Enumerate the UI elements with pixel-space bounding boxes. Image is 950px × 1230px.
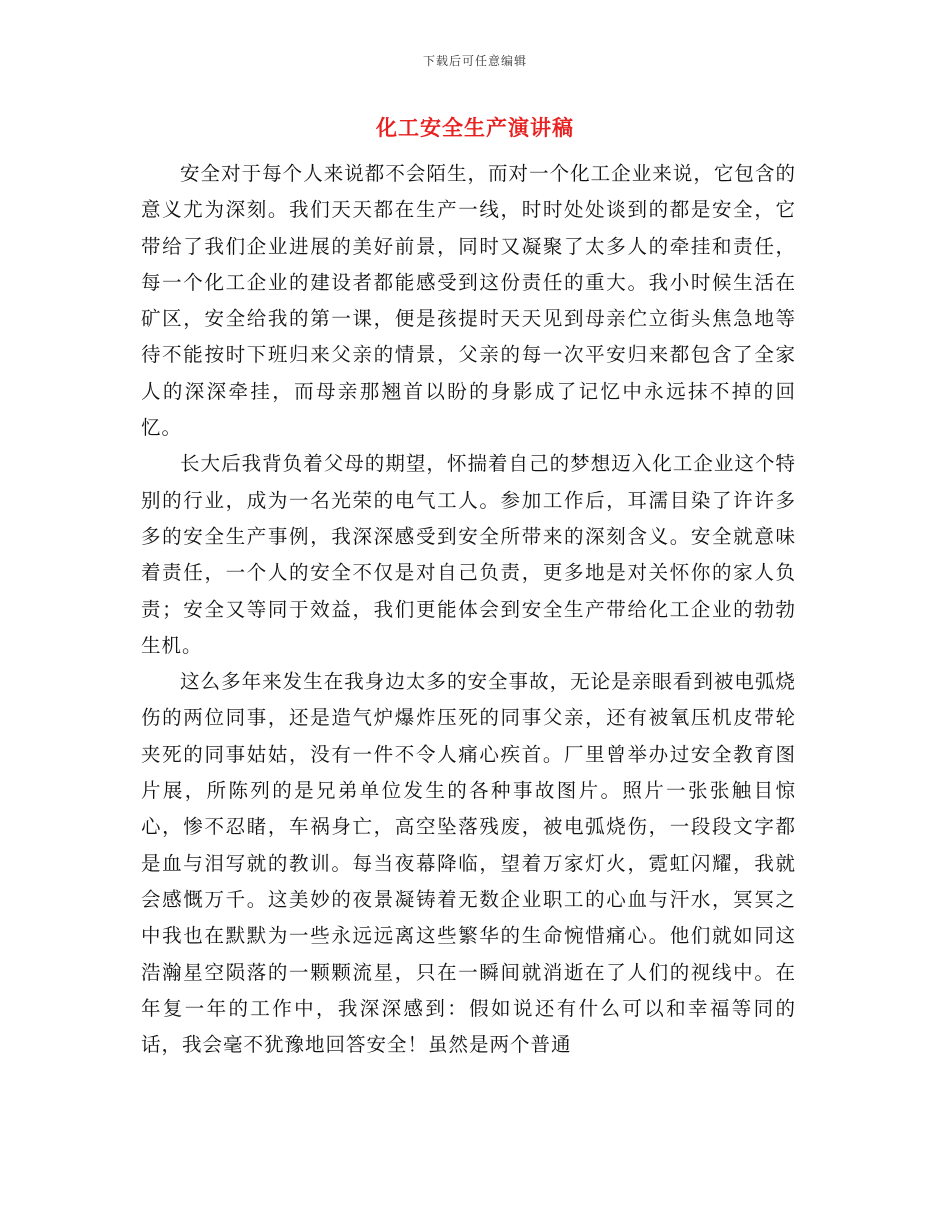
document-body [141,156,796,1063]
page-header: 下载后可任意编辑 [422,54,527,68]
paragraph: 安全对于每个人来说都不会陌生，而对一个化工企业来说，它包含的意义尤为深刻。我们天天都在生产一线，时时处处谈到的都是安全，它带给了我们企业进展的美好前景，同时又凝聚了太多人的牵挂和责任，每一个化工企业的建设者都能感受到这份责任的重大。我小时候生活在矿区，安全给我的第一课，便是孩提时天天见到母亲伫立街头焦急地等待不能按时下班归来父亲的情景，父亲的每一次平安归来都包含了全家人的深深牵挂，而母亲那翘首以盼的身影成了记忆中永远抹不掉的回忆。 [141,162,796,440]
document-title: 化工安全生产演讲稿 [376,116,574,140]
paragraph: 这么多年来发生在我身边太多的安全事故，无论是亲眼看到被电弧烧伤的两位同事，还是造气炉爆炸压死的同事父亲，还有被氧压机皮带轮夹死的同事姑姑，没有一件不令人痛心疾首。厂里曾举办过安全教育图片展，所陈列的是兄弟单位发生的各种事故图片。照片一张张触目惊心，惨不忍睹，车祸身亡，高空坠落残废，被电弧烧伤，一段段文字都是血与泪写就的教训。每当夜幕降临，望着万家灯火，霓虹闪耀，我就会感慨万千。这美妙的夜景凝铸着无数企业职工的心血与汗水，冥冥之中我也在默默为一些永远远离这些繁华的生命惋惜痛心。他们就如同这浩瀚星空陨落的一颗颗流星，只在一瞬间就消逝在了人们的视线中。在年复一年的工作中，我深深感到：假如说还有什么可以和幸福等同的话，我会毫不犹豫地回答安全！虽然是两个普通 [141,670,796,1057]
paragraph: 长大后我背负着父母的期望，怀揣着自己的梦想迈入化工企业这个特别的行业，成为一名光荣的电气工人。参加工作后，耳濡目染了许许多多的安全生产事例，我深深感受到安全所带来的深刻含义。安全就意味着责任，一个人的安全不仅是对自己负责，更多地是对关怀你的家人负责；安全又等同于效益，我们更能体会到安全生产带给化工企业的勃勃生机。 [141,452,796,657]
